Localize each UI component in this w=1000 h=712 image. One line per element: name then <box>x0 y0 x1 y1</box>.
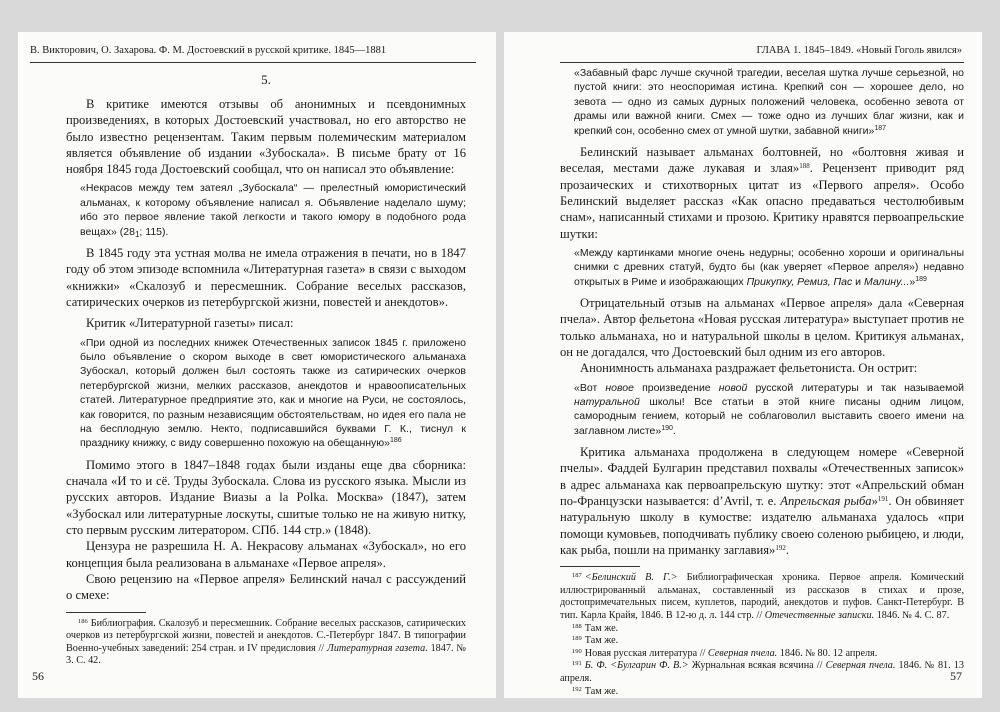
paragraph: Свою рецензию на «Первое апреля» Белинский начал с рассуждений о смехе: <box>66 571 466 603</box>
footnote: $^{188}$ Там же. <box>572 622 619 634</box>
footnote-ref[interactable]: 188 <box>799 162 810 171</box>
footnote-ref[interactable]: 192 <box>775 543 786 552</box>
footnote: $^{192}$ Там же. <box>572 685 619 697</box>
footnote-ref[interactable]: 189 <box>915 275 927 283</box>
block-quote: «Некрасов между тем затеял „Зубоскала“ — прелестный юмористический альманах, к которому объявление написал я. Объявление наделало шуму; ибо это первое явление такой легкости и такого юмору в подобного рода вещах» ($28_1$; 115). <box>80 182 466 239</box>
footnote-ref[interactable]: 190 <box>661 424 673 432</box>
footnote: $^{187}$ <Белинский В. Г.> Библиографическая хроника. Первое апреля. Комический иллюстрированный альманах, составленный из рассказов в стихах и прозе, достопримечательных писем, куплетов, пародий, анекдотов и пуфов. Санкт-Петербург. В тип. Карла Крайя, 1846. В 12-ю д. л. 144 стр. // Отечественные записки. 1846. № 4. С. 87. <box>560 572 965 621</box>
paragraph: Цензура не разрешила Н. А. Некрасову альманах «Зубоскал», но его концепция была реализована в альманахе «Первое апреля». <box>66 539 466 570</box>
left-page <box>18 32 496 698</box>
block-quote: «Забавный фарс лучше скучной трагедии, веселая шутка лучше серьезной, но пустой книги: это неоспоримая истина. Крепкий сон — хорошее дело, но зевота — одно из самых дурных положений человека, особенно зевота от драмы или важной книги. Смех — тоже одно из лучших благ жизни, как и крепкий сон, особенно смех от умной шутки, забавной книги»$^{187}$ <box>574 67 964 137</box>
right-text-column <box>560 66 964 698</box>
left-running-head: В. Викторович, О. Захарова. Ф. М. Достоевский в русской критике. 1845—1881 <box>30 45 387 56</box>
block-quote: «Между картинками многие очень недурны; особенно хороши и оригинальны снимки с древних статуй, будто бы (как уверяет «Первое апреля») недавно открытых в Риме и изображающих Прикупку, Ремиз, Пас и Малину...»$^{189}$ <box>574 246 964 288</box>
paragraph: Помимо этого в 1847–1848 годах были изданы еще два сборника: сначала «И то и сё. Труды Зубоскала. Слова из русского языка. Мысли из русских авторов. Издание Виазы a la Polka. Москва» (1847), затем «Зубоскал или литературные лоскуты, сшитые только не на живую нитку, сто первым русским литератором. СПб. 144 стр.» (1848). <box>66 457 466 538</box>
section-number: 5. <box>261 72 271 87</box>
footnote: $^{186}$ Библиография. Скалозуб и пересмешник. Собрание веселых рассказов, сатирических очерков из петербургской жизни, повестей и анекдотов. С.-Петербург 1847. В типографии Военно-учебных заведений: 254 стран. и IV предисловия // Литературная газета. 1847. № 3. С. 42. <box>66 617 466 667</box>
footnote-rule <box>560 566 640 567</box>
footnote-ref[interactable]: 191 <box>877 495 889 504</box>
paragraph: В критике имеются отзывы об анонимных и псевдонимных произведениях, в которых Достоевский участвовал, но его авторство не было известно рецензентам. Таким первым полемическим материалом является объявление об издании «Зубоскала». В письме брату от 16 ноября 1845 года Достоевский сообщал, что он написал это объявление: <box>66 97 466 177</box>
page-number: 56 <box>32 669 44 683</box>
paragraph: Белинский называет альманах болтовней, но «болтовня живая и веселая, местами даже лукавая и злая»$^{188}$. Рецензент приводит ряд прозаических и стихотворных цитат из «Первого апреля». Особо Белинский выделяет рассказ «Как опасно предаваться честолюбивым снам», написанный стихами и прозою. Критику нравятся первоапрельские шутки: <box>560 145 964 241</box>
paragraph: Критика альманаха продолжена в следующем номере «Северной пчелы». Фаддей Булгарин представил похвалы «Отечественных записок» в адрес альманаха как первоапрельскую шутку: этот «Апрельский обман по-Французски называется: d’Avril, т. е. Апрельская рыба»$^{191}$. Он обвиняет натуральную школу в кумостве: издателю альманаха удалось «при помощи кумовьев, поподчивать публику своею соленою рыбицею, и люди, как рыба, пошли на приманку заглавия»$^{192}$. <box>560 445 964 557</box>
right-page <box>504 32 982 698</box>
paragraph: Критик «Литературной газеты» писал: <box>86 316 294 331</box>
left-header-rule <box>30 62 476 63</box>
footnote-ref[interactable]: 187 <box>874 124 887 132</box>
footnote: $^{190}$ Новая русская литература // Северная пчела. 1846. № 80. 12 апреля. <box>572 647 878 659</box>
block-quote: «Вот новое произведение новой русской литературы и так называемой натуральной школы! Все статьи в этой книге писаны одним лицом, самородным гением, который не соблаговолил выставить своего имени на заглавном листе»$^{190}$. <box>574 381 965 437</box>
paragraph: Отрицательный отзыв на альманах «Первое апреля» дала «Северная пчела». Автор фельетона «Новая русская литература» выступает против не только альманаха, но и натуральной школы в целом. Критикуя альманах, он не догадался, что Достоевский был одним из его авторов. <box>560 296 964 359</box>
right-header-rule <box>560 62 964 63</box>
footnote: $^{189}$ Там же. <box>572 635 619 647</box>
footnote: $^{191}$ Б. Ф. <Булгарин Ф. В.> Журнальная всякая всячина // Северная пчела. 1846. № 81. 13 апреля. <box>560 660 964 684</box>
left-text-column <box>66 70 466 668</box>
paragraph: В 1845 году эта устная молва не имела отражения в печати, но в 1847 году об этом эпизоде вспомнила «Литературная газета» в связи с выходом «книжки» «Скалозуб и пересмешник. Собрание веселых рассказов, сатирических очерков из петербургской жизни, повестей и анекдотов». <box>66 246 466 309</box>
page-number: 57 <box>950 669 962 683</box>
block-quote: «При одной из последних книжек Отечественных записок 1845 г. приложено было объявление о скором выходе в свет юмористического альманаха Зубоскал, который должен был состоять также из сатирических очерков петербургской жизни, мелких рассказов, анекдотов и нравоописательных статей. Литературное предприятие это, как и многие на Руси, не состоялось, как говорится, по разным независящим обстоятельствам, но идея его пала не на бесплодную землю. Некто, подписавшийся буквами Г. К., тиснул к празднику книжку, с виду совершенно похожую на обещанную»$^{186}$ <box>80 336 466 450</box>
right-running-head: ГЛАВА 1. 1845–1849. «Новый Гоголь явился» <box>756 45 962 56</box>
paragraph: Анонимность альманаха раздражает фельетониста. Он острит: <box>580 361 918 376</box>
footnote-ref[interactable]: 186 <box>390 437 402 445</box>
footnote-rule <box>66 612 146 613</box>
